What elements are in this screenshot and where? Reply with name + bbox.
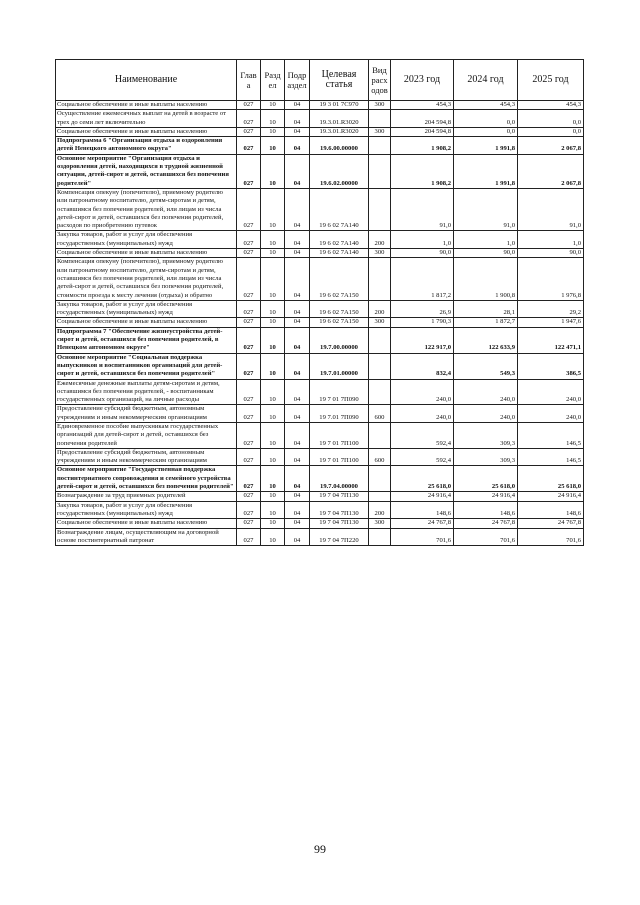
row-2025: 25 618,0 (518, 466, 584, 492)
row-vid: 300 (369, 249, 391, 258)
row-target: 19 7 04 7П130 (310, 519, 369, 528)
row-name: Компенсация опекуну (попечителю), приемному родителю или патронатному воспитателю, детям-сиротам и детям, оставшимся без попечения родителей, или лицам из числа детей-сирот и детей, оставшихся без попечения родителей, расходов по приобретению путевок (56, 188, 237, 230)
row-glava: 027 (237, 188, 261, 230)
row-name: Закупка товаров, работ и услуг для обеспечения государственных (муниципальных) нужд (56, 300, 237, 318)
row-razdel: 10 (261, 353, 285, 379)
row-razdel: 10 (261, 466, 285, 492)
row-vid: 300 (369, 101, 391, 110)
table-row (56, 231, 584, 249)
row-glava: 027 (237, 353, 261, 379)
row-target: 19 6 02 7А140 (310, 188, 369, 230)
row-vid (369, 528, 391, 546)
row-glava: 027 (237, 327, 261, 353)
row-name: Социальное обеспечение и иные выплаты населению (56, 318, 237, 327)
row-target: 19 3 01 7C970 (310, 101, 369, 110)
row-2023: 24 916,4 (391, 492, 454, 501)
row-razdel: 10 (261, 379, 285, 405)
row-2025: 0,0 (518, 110, 584, 128)
row-target: 19 6 02 7А140 (310, 249, 369, 258)
row-2023: 832,4 (391, 353, 454, 379)
row-target: 19 7 04 7П130 (310, 492, 369, 501)
table-row (56, 448, 584, 466)
row-2023: 148,6 (391, 501, 454, 519)
row-vid (369, 258, 391, 300)
row-vid (369, 466, 391, 492)
row-target: 19 7 01 7П090 (310, 379, 369, 405)
row-vid: 600 (369, 405, 391, 423)
row-name: Подпрограмма 6 "Организация отдыха и оздоровления детей Ненецкого автономного округа" (56, 137, 237, 155)
row-glava: 027 (237, 422, 261, 448)
row-podrazdel: 04 (285, 127, 310, 136)
table-row (56, 318, 584, 327)
row-target: 19 7 04 7П130 (310, 501, 369, 519)
row-2025: 24 767,8 (518, 519, 584, 528)
row-glava: 027 (237, 448, 261, 466)
row-2023: 454,3 (391, 101, 454, 110)
table-row (56, 353, 584, 379)
row-2024: 1 991,8 (454, 137, 518, 155)
table-row (56, 188, 584, 230)
row-2023: 204 594,8 (391, 127, 454, 136)
row-razdel: 10 (261, 258, 285, 300)
row-target: 19.7.00.00000 (310, 327, 369, 353)
row-target: 19 6 02 7А140 (310, 231, 369, 249)
row-name: Основное мероприятие "Организация отдыха и оздоровления детей, находящихся в трудной жизненной ситуации, детей-сирот и детей, оставшихся без попечения родителей" (56, 154, 237, 188)
row-2024: 90,0 (454, 249, 518, 258)
row-2024: 1 991,8 (454, 154, 518, 188)
row-2025: 122 471,1 (518, 327, 584, 353)
header-podrazdel: Подр аздел (285, 60, 310, 101)
row-2025: 24 916,4 (518, 492, 584, 501)
header-target: Целевая статья (310, 60, 369, 101)
row-name: Закупка товаров, работ и услуг для обеспечения государственных (муниципальных) нужд (56, 501, 237, 519)
row-podrazdel: 04 (285, 137, 310, 155)
row-name: Компенсация опекуну (попечителю), приемному родителю или патронатному воспитателю, детям-сиротам и детям, оставшимся без попечения родителей, или лицам из числа детей-сирот и детей, оставшихся без попечения родителей, стоимости проезда к месту лечения (отдыха) и обратно (56, 258, 237, 300)
row-glava: 027 (237, 154, 261, 188)
table-row (56, 101, 584, 110)
table-body (56, 101, 584, 546)
row-2025: 240,0 (518, 405, 584, 423)
row-podrazdel: 04 (285, 258, 310, 300)
row-vid (369, 422, 391, 448)
row-2024: 148,6 (454, 501, 518, 519)
row-podrazdel: 04 (285, 231, 310, 249)
row-glava: 027 (237, 492, 261, 501)
row-target: 19.3.01.R3020 (310, 127, 369, 136)
row-target: 19.7.01.00000 (310, 353, 369, 379)
header-2024: 2024 год (454, 60, 518, 101)
row-name: Закупка товаров, работ и услуг для обеспечения государственных (муниципальных) нужд (56, 231, 237, 249)
row-2023: 592,4 (391, 422, 454, 448)
row-razdel: 10 (261, 492, 285, 501)
row-2025: 146,5 (518, 422, 584, 448)
row-podrazdel: 04 (285, 466, 310, 492)
row-target: 19 7 01 7П100 (310, 422, 369, 448)
row-name: Вознаграждение за труд приемных родителей (56, 492, 237, 501)
row-razdel: 10 (261, 501, 285, 519)
row-glava: 027 (237, 300, 261, 318)
row-2023: 592,4 (391, 448, 454, 466)
row-razdel: 10 (261, 405, 285, 423)
row-2023: 1 908,2 (391, 154, 454, 188)
table-header-row (56, 60, 584, 101)
row-2023: 240,0 (391, 379, 454, 405)
row-2023: 1 908,2 (391, 137, 454, 155)
header-razdel: Разд ел (261, 60, 285, 101)
row-target: 19.7.04.00000 (310, 466, 369, 492)
row-2025: 2 067,8 (518, 137, 584, 155)
row-2023: 1 790,3 (391, 318, 454, 327)
row-vid: 200 (369, 300, 391, 318)
row-vid (369, 188, 391, 230)
row-razdel: 10 (261, 318, 285, 327)
row-2025: 1,0 (518, 231, 584, 249)
row-glava: 027 (237, 231, 261, 249)
row-name: Вознаграждение лицам, осуществляющим на договорной основе постинтернатный патронат (56, 528, 237, 546)
row-target: 19.6.00.00000 (310, 137, 369, 155)
row-2025: 90,0 (518, 249, 584, 258)
row-target: 19 6 02 7А150 (310, 318, 369, 327)
row-2023: 26,9 (391, 300, 454, 318)
row-2025: 29,2 (518, 300, 584, 318)
row-podrazdel: 04 (285, 422, 310, 448)
row-glava: 027 (237, 258, 261, 300)
row-vid: 600 (369, 448, 391, 466)
row-podrazdel: 04 (285, 379, 310, 405)
row-podrazdel: 04 (285, 528, 310, 546)
row-razdel: 10 (261, 249, 285, 258)
row-2023: 204 594,8 (391, 110, 454, 128)
row-razdel: 10 (261, 137, 285, 155)
row-2024: 240,0 (454, 379, 518, 405)
row-podrazdel: 04 (285, 405, 310, 423)
row-2025: 1 976,8 (518, 258, 584, 300)
row-podrazdel: 04 (285, 101, 310, 110)
row-razdel: 10 (261, 422, 285, 448)
table-row (56, 501, 584, 519)
row-glava: 027 (237, 127, 261, 136)
row-2025: 148,6 (518, 501, 584, 519)
row-glava: 027 (237, 137, 261, 155)
table-row (56, 422, 584, 448)
row-name: Социальное обеспечение и иные выплаты населению (56, 127, 237, 136)
row-name: Подпрограмма 7 "Обеспечение жизнеустройства детей-сирот и детей, оставшихся без попечения родителей, в Ненецком автономном округе" (56, 327, 237, 353)
row-glava: 027 (237, 528, 261, 546)
row-glava: 027 (237, 318, 261, 327)
row-target: 19 6 02 7А150 (310, 258, 369, 300)
row-target: 19 7.01 7П090 (310, 405, 369, 423)
row-vid (369, 110, 391, 128)
row-glava: 027 (237, 101, 261, 110)
row-podrazdel: 04 (285, 154, 310, 188)
row-2024: 1 900,8 (454, 258, 518, 300)
row-vid (369, 379, 391, 405)
row-2023: 1 817,2 (391, 258, 454, 300)
row-name: Предоставление субсидий бюджетным, автономным учреждениям и иным некоммерческим организациям (56, 448, 237, 466)
row-podrazdel: 04 (285, 249, 310, 258)
row-2024: 28,1 (454, 300, 518, 318)
row-glava: 027 (237, 466, 261, 492)
row-vid (369, 353, 391, 379)
row-razdel: 10 (261, 519, 285, 528)
row-2024: 0,0 (454, 110, 518, 128)
row-name: Социальное обеспечение и иные выплаты населению (56, 101, 237, 110)
row-2025: 701,6 (518, 528, 584, 546)
row-razdel: 10 (261, 127, 285, 136)
row-podrazdel: 04 (285, 300, 310, 318)
row-2023: 701,6 (391, 528, 454, 546)
row-podrazdel: 04 (285, 492, 310, 501)
row-2024: 701,6 (454, 528, 518, 546)
table-row (56, 327, 584, 353)
row-podrazdel: 04 (285, 188, 310, 230)
row-glava: 027 (237, 501, 261, 519)
row-glava: 027 (237, 379, 261, 405)
header-2023: 2023 год (391, 60, 454, 101)
table-row (56, 258, 584, 300)
row-razdel: 10 (261, 110, 285, 128)
row-podrazdel: 04 (285, 353, 310, 379)
row-podrazdel: 04 (285, 448, 310, 466)
row-razdel: 10 (261, 448, 285, 466)
row-2024: 454,3 (454, 101, 518, 110)
table-row (56, 528, 584, 546)
header-vid: Вид расх одов (369, 60, 391, 101)
row-2025: 240,0 (518, 379, 584, 405)
row-target: 19.3.01.R3020 (310, 110, 369, 128)
row-vid: 300 (369, 127, 391, 136)
table-row (56, 249, 584, 258)
row-glava: 027 (237, 405, 261, 423)
row-2024: 0,0 (454, 127, 518, 136)
row-2024: 91,0 (454, 188, 518, 230)
row-vid (369, 327, 391, 353)
row-2023: 240,0 (391, 405, 454, 423)
row-razdel: 10 (261, 300, 285, 318)
table-row (56, 137, 584, 155)
row-vid: 300 (369, 318, 391, 327)
row-name: Социальное обеспечение и иные выплаты населению (56, 249, 237, 258)
table-row (56, 379, 584, 405)
row-name: Основное мероприятие "Государственная поддержка постинтернатного сопровождения и семейного устройства детей-сирот и детей, оставшихся без попечения родителей" (56, 466, 237, 492)
row-glava: 027 (237, 519, 261, 528)
row-2023: 25 618,0 (391, 466, 454, 492)
row-2024: 309,3 (454, 448, 518, 466)
row-2023: 24 767,8 (391, 519, 454, 528)
table-row (56, 492, 584, 501)
row-2024: 549,3 (454, 353, 518, 379)
row-razdel: 10 (261, 231, 285, 249)
table-row (56, 466, 584, 492)
budget-table (55, 59, 584, 546)
table-row (56, 405, 584, 423)
row-name: Ежемесячные денежные выплаты детям-сиротам и детям, оставшимся без попечения родителей, - воспитанникам государственных организаций, на личные расходы (56, 379, 237, 405)
row-2024: 24 916,4 (454, 492, 518, 501)
row-target: 19 6 02 7А150 (310, 300, 369, 318)
table-row (56, 110, 584, 128)
row-2024: 1 872,7 (454, 318, 518, 327)
row-podrazdel: 04 (285, 519, 310, 528)
row-name: Социальное обеспечение и иные выплаты населению (56, 519, 237, 528)
row-glava: 027 (237, 249, 261, 258)
row-2024: 309,3 (454, 422, 518, 448)
row-2025: 386,5 (518, 353, 584, 379)
row-2024: 24 767,8 (454, 519, 518, 528)
row-2025: 454,3 (518, 101, 584, 110)
row-2025: 146,5 (518, 448, 584, 466)
row-razdel: 10 (261, 154, 285, 188)
row-2024: 122 633,9 (454, 327, 518, 353)
row-vid (369, 154, 391, 188)
row-name: Основное мероприятие "Социальная поддержка выпускников и воспитанников организаций для детей-сирот и детей, оставшихся без попечения родителей" (56, 353, 237, 379)
row-2025: 0,0 (518, 127, 584, 136)
row-vid (369, 492, 391, 501)
row-name: Предоставление субсидий бюджетным, автономным учреждениям и иным некоммерческим организациям (56, 405, 237, 423)
row-podrazdel: 04 (285, 327, 310, 353)
row-target: 19 7 01 7П100 (310, 448, 369, 466)
row-vid: 300 (369, 519, 391, 528)
row-razdel: 10 (261, 528, 285, 546)
row-2025: 1 947,6 (518, 318, 584, 327)
row-2024: 1,0 (454, 231, 518, 249)
row-2023: 91,0 (391, 188, 454, 230)
row-name: Единовременное пособие выпускникам государственных организаций для детей-сирот и детей, оставшихся без попечения родителей (56, 422, 237, 448)
table-row (56, 300, 584, 318)
row-razdel: 10 (261, 101, 285, 110)
row-podrazdel: 04 (285, 501, 310, 519)
row-vid (369, 137, 391, 155)
row-2024: 240,0 (454, 405, 518, 423)
table-row (56, 519, 584, 528)
row-2024: 25 618,0 (454, 466, 518, 492)
row-2023: 90,0 (391, 249, 454, 258)
row-podrazdel: 04 (285, 318, 310, 327)
row-2023: 1,0 (391, 231, 454, 249)
page-number: 99 (314, 842, 326, 856)
table-row (56, 154, 584, 188)
row-target: 19 7 04 7П220 (310, 528, 369, 546)
budget-table-sheet (55, 59, 583, 546)
row-razdel: 10 (261, 188, 285, 230)
header-name: Наименование (56, 60, 237, 101)
row-razdel: 10 (261, 327, 285, 353)
row-2023: 122 917,0 (391, 327, 454, 353)
header-glava: Глав а (237, 60, 261, 101)
row-name: Осуществление ежемесячных выплат на детей в возрасте от трех до семи лет включительно (56, 110, 237, 128)
row-vid: 200 (369, 231, 391, 249)
row-vid: 200 (369, 501, 391, 519)
row-podrazdel: 04 (285, 110, 310, 128)
header-2025: 2025 год (518, 60, 584, 101)
row-glava: 027 (237, 110, 261, 128)
row-2025: 2 067,8 (518, 154, 584, 188)
row-target: 19.6.02.00000 (310, 154, 369, 188)
table-row (56, 127, 584, 136)
row-2025: 91,0 (518, 188, 584, 230)
